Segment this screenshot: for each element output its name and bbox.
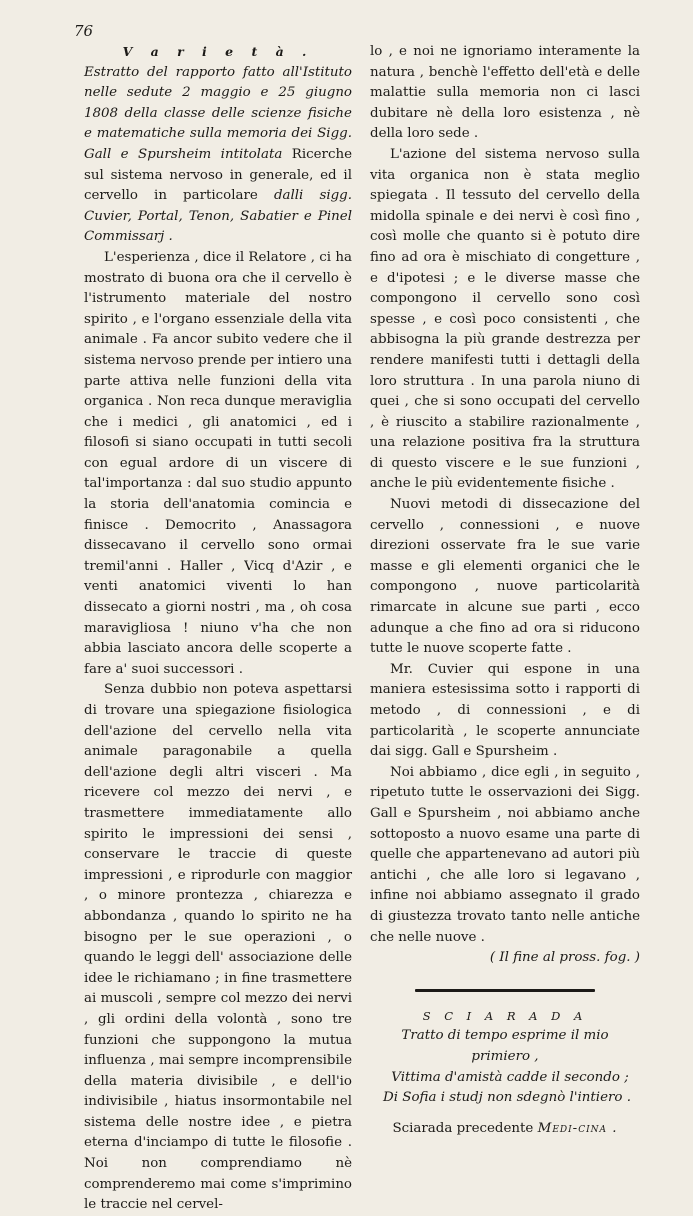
previous-riddle-solution: Medi-cina . <box>537 1120 618 1136</box>
memoir-title: Ricerche sul sistema nervoso in generale, ed il cervello in particolare <box>84 146 352 204</box>
article-abstract <box>84 65 352 245</box>
body-paragraph: L'azione del sistema nervoso sulla vita organica non è stata meglio spiegata . Il tessuto del cervello della midolla spinale e dei nervi è così fino , così molle che quanto si è potuto dire fino ad ora è mischiato di congetture , e d'ipotesi ; e le diverse masse che compongono il cervello sono così spesse , e così poco consistenti , che abbisogna la più grande destrezza per rendere manifesti tutti i dettagli della loro struttura . In una parola niuno di quei , che si sono occupati del cervello , è riuscito a stabilire razionalmente , una relazione positiva fra la struttura di questo viscere e le sue funzioni , anche le più evidentemente fisiche . <box>370 146 640 492</box>
riddle-block <box>370 1006 640 1140</box>
previous-riddle-answer <box>370 1119 640 1140</box>
body-paragraph: Noi abbiamo , dice egli , in seguito , ripetuto tutte le osservazioni dei Sigg. Gall e Spursheim , noi abbiamo anche sottoposto a nuovo esame una parte di quelle che appartenevano ad autori più antichi , che alle loro si legavano , infine noi abbiamo assegnato il grado di giustezza trovato tanto nelle antiche che nelle nuove . <box>370 764 640 945</box>
article-heading <box>84 42 352 248</box>
abstract-intro: Estratto del rapporto fatto all'Istituto nelle sedute 2 maggio e 25 giugno 1808 della classe delle scienze fisiche e matematiche sulla memoria dei Sigg. Gall e Spursheim intitolata <box>84 64 352 162</box>
section-title: V a r i e t à . <box>122 44 314 59</box>
riddle-line: Vittima d'amistà cadde il secondo ; <box>391 1069 629 1085</box>
body-paragraph: Senza dubbio non poteva aspettarsi di trovare una spiegazione fisiologica dell'azione del cervello nella vita animale paragonabile a quella dell'azione degli altri visceri . Ma ricevere col mezzo dei nervi , e trasmettere immediatamente allo spirito le impressioni dei sensi , conservare le traccie di queste impressioni , e riprodurle con maggior , o minore prontezza , chiarezza e abbondanza , quando lo spirito ne ha bisogno per le sue operazioni , o quando le leggi dell' associazione delle idee le richiamano ; in fine trasmettere ai muscoli , sempre col mezzo dei nervi , gli ordini della volontà , sono tre funzioni che suppongono la mutua influenza , mai sempre incomprensibile della materia divisibile , e dell'io indivisibile , hiatus insormontabile nel sistema delle nostre idee , e pietra eterna d'inciampo di tutte le filosofie . Noi non comprendiamo nè comprenderemo mai come s'imprimino le traccie nel cervel- <box>84 682 352 1213</box>
continuation-note: ( Il fine al pross. fog. ) <box>489 950 640 966</box>
section-divider <box>415 989 595 992</box>
left-column <box>84 42 352 1216</box>
abstract-commissioners: dalli sigg. Cuvier, Portal, Tenon, Sabatier e Pinel Commissarj . <box>84 188 352 245</box>
body-paragraph: Mr. Cuvier qui espone in una maniera estesissima sotto i rapporti di metodo , di connessioni , e di particolarità , le scoperte annunciate dai sigg. Gall e Spursheim . <box>370 661 640 760</box>
riddle-title: S C I A R A D A <box>422 1008 588 1023</box>
riddle-line: Tratto di tempo esprime il mio primiero , <box>401 1028 609 1064</box>
body-paragraph-continued: lo , e noi ne ignoriamo interamente la natura , benchè l'effetto dell'età e delle malattie sulla memoria non ci lasci dubitare nè della loro esistenza , nè della loro sede . <box>370 44 640 142</box>
body-paragraph: Nuovi metodi di dissecazione del cervello , connessioni , e nuove direzioni osservate fra le sue varie masse e gli elementi organici che le compongono , nuove particolarità rimarcate in alcune sue parti , ecco adunque a che fino ad ora si riducono tutte le nuove scoperte fatte . <box>370 497 640 657</box>
riddle-line: Di Sofia i studj non sdegnò l'intiero . <box>383 1090 631 1106</box>
right-column <box>370 42 640 1139</box>
previous-riddle-label: Sciarada precedente <box>392 1120 534 1136</box>
body-paragraph: L'esperienza , dice il Relatore , ci ha mostrato di buona ora che il cervello è l'istrumento materiale del nostro spirito , e l'organo essenziale della vita animale . Fa ancor subito vedere che il sistema nervoso prende per intiero una parte attiva nelle funzioni della vita organica . Non reca dunque meraviglia che i medici , gli anatomici , ed i filosofi si siano occupati in tutti secoli con egual ardore di un viscere di tal'importanza : dal suo studio appunto la storia dell'anatomia comincia e finisce . Democrito , Anassagora dissecavano il cervello sono ormai tremil'anni . Haller , Vicq d'Azir , e venti anatomici viventi lo han dissecato a giorni nostri , ma , oh cosa maravigliosa ! niuno v'ha che non abbia lasciato ancora delle scoperte a fare a' suoi successori . <box>84 249 352 677</box>
page-number: 76 <box>74 22 94 40</box>
